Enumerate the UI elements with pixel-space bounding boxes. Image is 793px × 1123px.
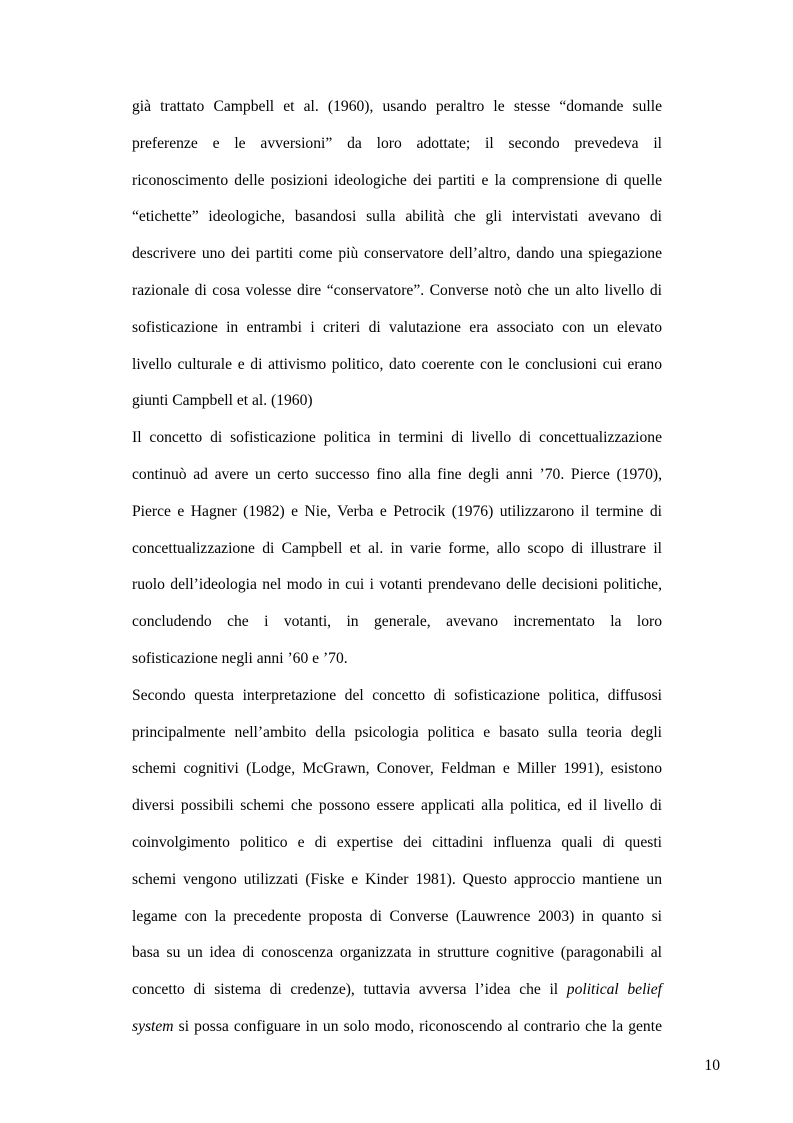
text-line: sofisticazione in entrambi i criteri di valutazione era associato con un elevato xyxy=(132,318,662,336)
text-run: si possa configuare in un solo modo, riconoscendo al contrario che la gente xyxy=(173,1017,662,1035)
text-line: concludendo che i votanti, in generale, avevano incrementato la loro xyxy=(132,613,662,631)
text-line: schemi vengono utilizzati (Fiske e Kinder 1981). Questo approccio mantiene un xyxy=(132,870,662,888)
text-line: coinvolgimento politico e di expertise dei cittadini influenza quali di questi xyxy=(132,833,662,851)
text-line: principalmente nell’ambito della psicologia politica e basato sulla teoria degli xyxy=(132,723,662,741)
text-line: Pierce e Hagner (1982) e Nie, Verba e Petrocik (1976) utilizzarono il termine di xyxy=(132,502,662,520)
text-line: legame con la precedente proposta di Converse (Lauwrence 2003) in quanto si xyxy=(132,907,662,925)
text-line: ruolo dell’ideologia nel modo in cui i votanti prendevano delle decisioni politiche, xyxy=(132,576,662,594)
text-line: già trattato Campbell et al. (1960), usando peraltro le stesse “domande sulle xyxy=(132,98,662,115)
text-line xyxy=(132,1009,662,1046)
text-line xyxy=(132,972,662,1009)
text-line: Il concetto di sofisticazione politica in termini di livello di concettualizzazione xyxy=(132,429,662,447)
text-line: livello culturale e di attivismo politico, dato coerente con le conclusioni cui erano xyxy=(132,355,662,373)
text-line: schemi cognitivi (Lodge, McGrawn, Conover, Feldman e Miller 1991), esistono xyxy=(132,760,662,778)
italic-term: political belief xyxy=(566,981,662,999)
text-line: diversi possibili schemi che possono essere applicati alla politica, ed il livello di xyxy=(132,797,662,815)
text-line: “etichette” ideologiche, basandosi sulla abilità che gli intervistati avevano di xyxy=(132,208,662,226)
text-line: continuò ad avere un certo successo fino alla fine degli anni ’70. Pierce (1970), xyxy=(132,465,662,483)
body-text xyxy=(132,89,662,1046)
text-line: riconoscimento delle posizioni ideologiche dei partiti e la comprensione di quelle xyxy=(132,171,662,189)
italic-term: system xyxy=(132,1017,174,1035)
text-line: sofisticazione negli anni ’60 e ’70. xyxy=(132,649,348,667)
text-line: giunti Campbell et al. (1960) xyxy=(132,392,313,410)
text-run: concetto di sistema di credenze), tuttavia avversa l’idea che il xyxy=(132,981,567,999)
text-line: concettualizzazione di Campbell et al. in varie forme, allo scopo di illustrare il xyxy=(132,539,662,557)
text-line: Secondo questa interpretazione del concetto di sofisticazione politica, diffusosi xyxy=(132,686,662,704)
page-number: 10 xyxy=(704,1057,720,1074)
text-line: razionale di cosa volesse dire “conservatore”. Converse notò che un alto livello di xyxy=(132,281,662,299)
text-line: basa su un idea di conoscenza organizzata in strutture cognitive (paragonabili al xyxy=(132,944,662,962)
text-line: preferenze e le avversioni” da loro adottate; il secondo prevedeva il xyxy=(132,134,662,152)
text-line: descrivere uno dei partiti come più conservatore dell’altro, dando una spiegazione xyxy=(132,245,662,263)
